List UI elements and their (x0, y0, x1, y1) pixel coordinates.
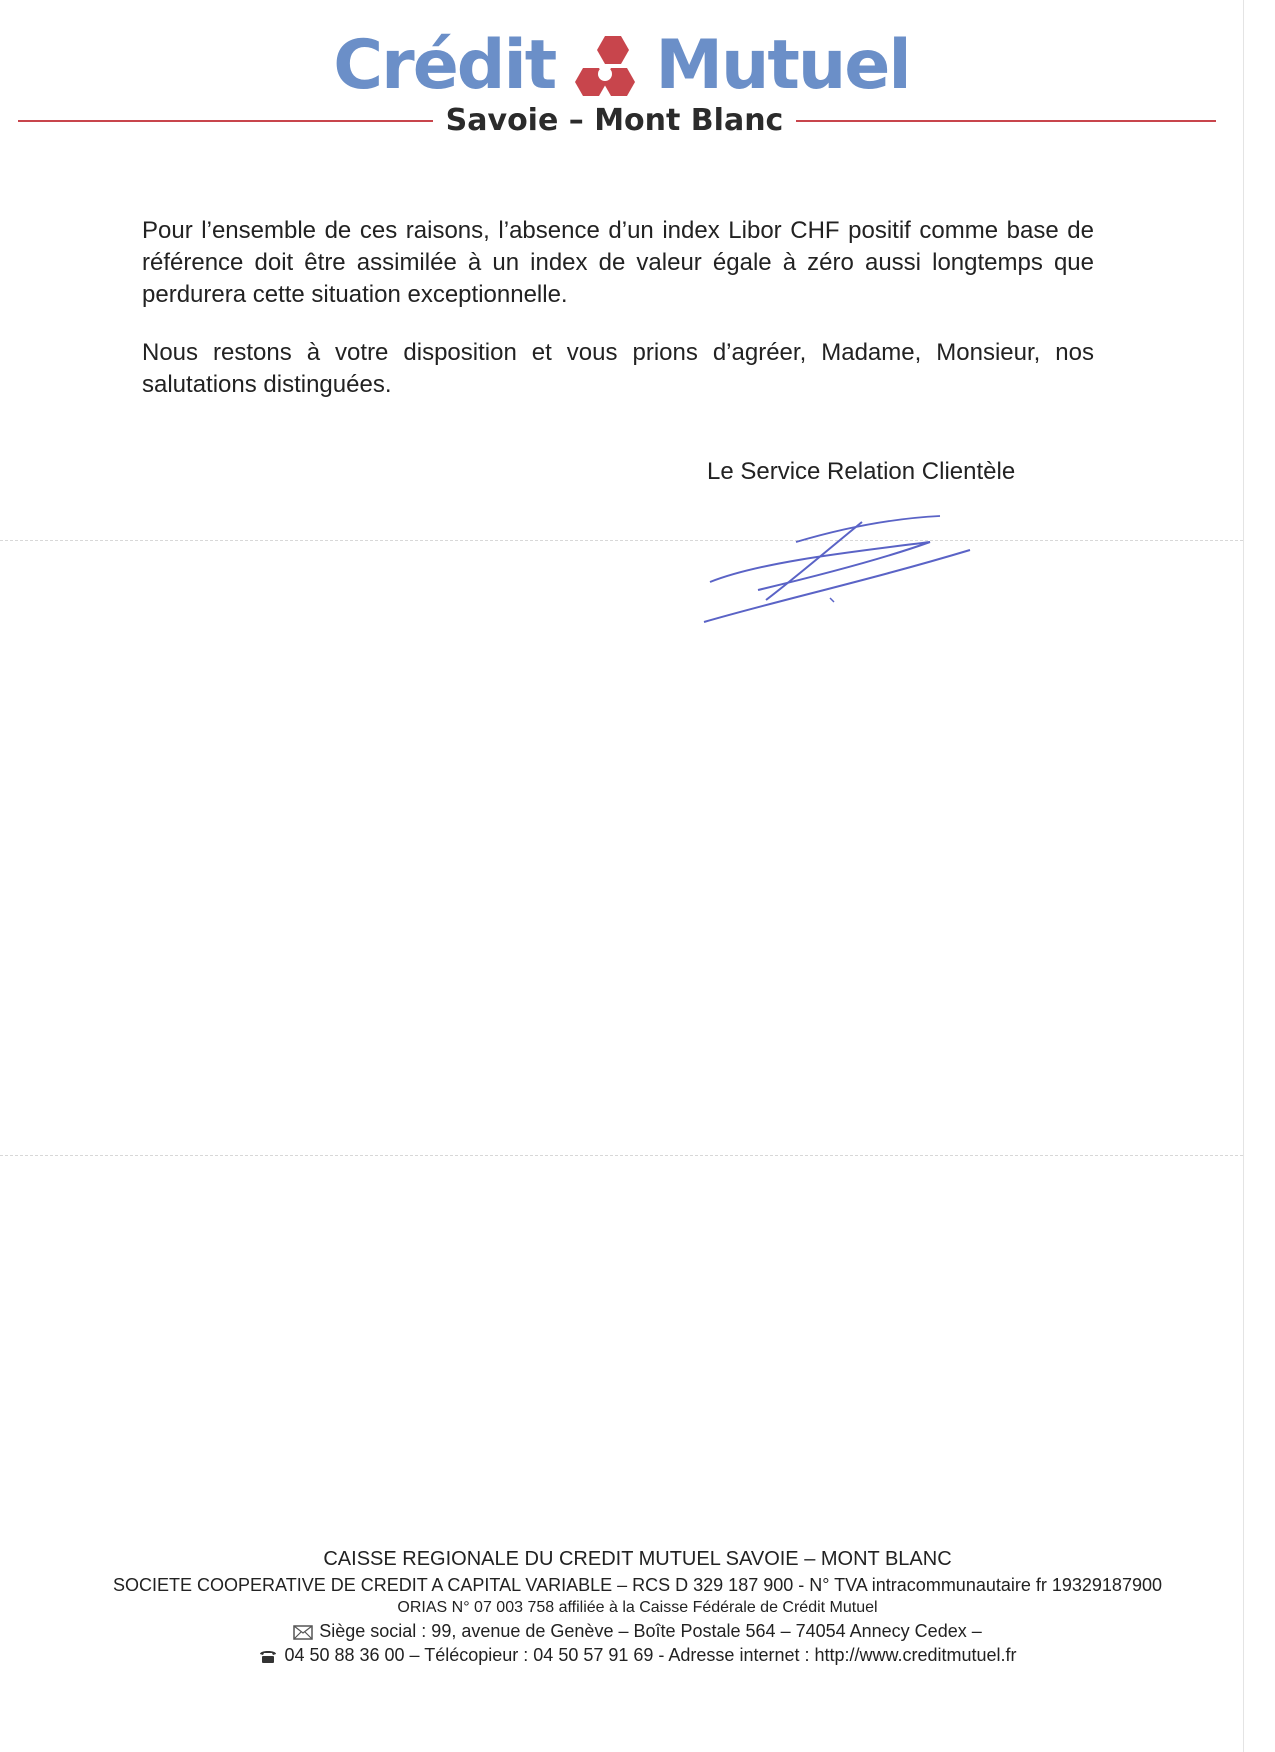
letter-footer (0, 1545, 1275, 1667)
footer-contact-line (0, 1643, 1275, 1667)
brand-header (0, 28, 1243, 104)
footer-company-name: CAISSE REGIONALE DU CREDIT MUTUEL SAVOIE – MONT BLANC (323, 1548, 952, 1570)
handwritten-signature (700, 500, 1000, 630)
footer-orias: ORIAS N° 07 003 758 affiliée à la Caisse Fédérale de Crédit Mutuel (397, 1599, 878, 1616)
page-edge (1243, 0, 1244, 1752)
footer-contact: 04 50 88 36 00 – Télécopieur : 04 50 57 91 69 - Adresse internet : http://www.creditmutuel.fr (284, 1645, 1017, 1665)
footer-legal-info: SOCIETE COOPERATIVE DE CREDIT A CAPITAL VARIABLE – RCS D 329 187 900 - N° TVA intracommunautaire fr 19329187900 (113, 1575, 1162, 1595)
telephone-icon (258, 1648, 278, 1664)
envelope-icon (293, 1625, 313, 1640)
footer-address-line (0, 1619, 1275, 1643)
signoff: Le Service Relation Clientèle (707, 458, 1016, 485)
header-rule (18, 120, 433, 122)
brand-name-left: Crédit (333, 26, 556, 105)
paragraph-conclusion: Pour l’ensemble de ces raisons, l’absence d’un index Libor CHF positif comme base de référence doit être assimilée à un index de valeur égale à zéro aussi longtemps que perdurera cette situation exceptionnelle. (142, 217, 1094, 308)
fold-line (0, 540, 1243, 541)
brand-name-right: Mutuel (655, 26, 910, 105)
branch-name: Savoie – Mont Blanc (445, 103, 784, 138)
credit-mutuel-logo-icon (565, 30, 645, 102)
header-rule (796, 120, 1216, 122)
footer-address: Siège social : 99, avenue de Genève – Boîte Postale 564 – 74054 Annecy Cedex – (319, 1621, 982, 1641)
paragraph-closing: Nous restons à votre disposition et vous prions d’agréer, Madame, Monsieur, nos salutations distinguées. (142, 339, 1094, 398)
fold-line (0, 1155, 1243, 1156)
branch-line (0, 98, 1243, 144)
